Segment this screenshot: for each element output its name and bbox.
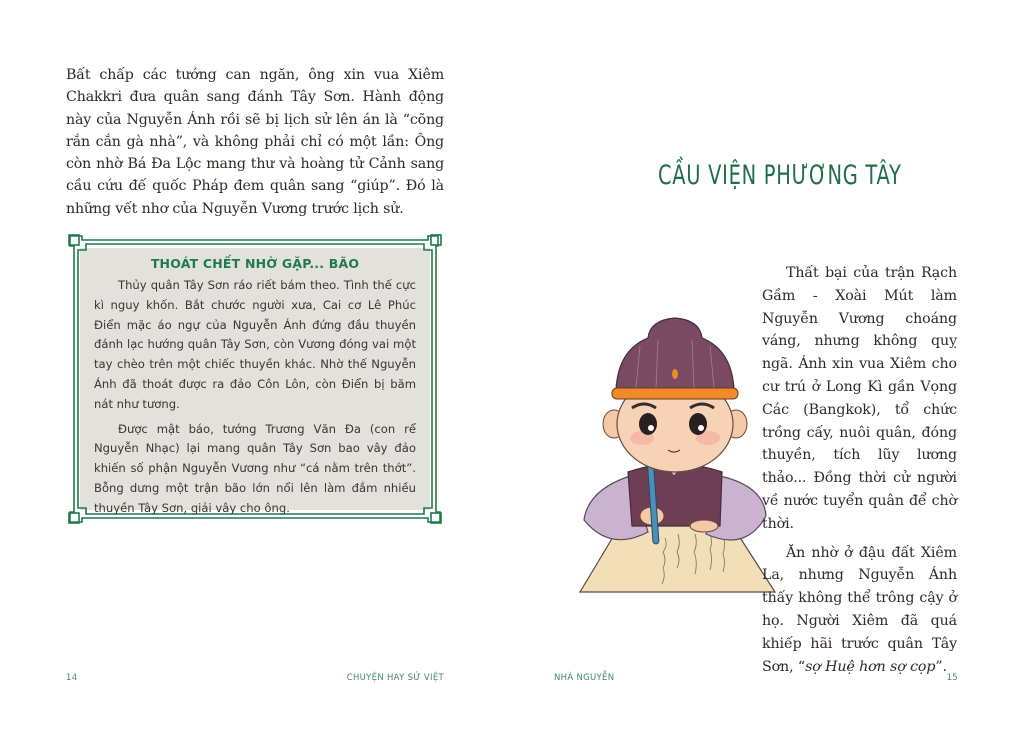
page-number-left: 14 [66,673,78,683]
chapter-paragraph: Thất bại của trận Rạch Gầm - Xoài Mút làm Nguyễn Vương choáng váng, nhưng không quỵ ngã. Ánh xin vua Xiêm cho cư trú ở Long Kì gần Vọng Các (Bangkok), tổ chức trồng cấy, nuôi quân, đóng thuyền, tích lũy lương thảo... Đồng thời cử người về nước tuyển quân để chờ thời. [762,265,957,532]
sidebar-paragraph: Được mật báo, tướng Trương Văn Đa (con rể Nguyễn Nhạc) lại mang quân Tây Sơn bao vây đảo khiến số phận Nguyễn Vương như “cá nằm trên thớt”. Bỗng dưng một trận bão lớn nổi lên làm đắm nhiều thuyền Tây Sơn, giải vây cho ông. [94,421,416,515]
chapter-body [762,262,957,684]
running-title-right: NHÀ NGUYỄN [554,673,615,683]
boy-scholar-writing-illustration-icon [570,290,780,600]
sidebar-box-body [94,276,416,524]
sidebar-paragraph: Thủy quân Tây Sơn ráo riết bám theo. Tình thế cực kì nguy khốn. Bắt chước người xưa, Cai cơ Lê Phúc Điển mặc áo ngự của Nguyễn Ánh đứng đầu thuyền đánh lạc hướng quân Tây Sơn, còn Vương đóng vai một tay chèo trên một chiếc thuyền khác. Nhờ thế Nguyễn Ánh đã thoát được ra đảo Côn Lôn, còn Điển bị băm nát như tương. [94,278,416,411]
sidebar-story-box [66,232,444,526]
intro-paragraph: Bất chấp các tướng can ngăn, ông xin vua Xiêm Chakkri đưa quân sang đánh Tây Sơn. Hành động này của Nguyễn Ánh rồi sẽ bị lịch sử lên án là “cõng rắn cắn gà nhà”, và không phải chỉ có một lần: Ông còn nhờ Bá Đa Lộc mang thư và hoàng tử Cảnh sang cầu cứu đế quốc Pháp đem quân sang “giúp”. Đó là những vết nhơ của Nguyễn Vương trước lịch sử. [66,67,444,217]
sidebar-box-title: THOÁT CHẾT NHỜ GẶP... BÃO [150,256,360,271]
quote-italic: sợ Huệ hơn sợ cọp [805,658,936,675]
paragraph-text: Ăn nhờ ở đậu đất Xiêm La, nhưng Nguyễn Ánh thấy không thể trông cậy ở họ. Người Xiêm đã quá khiếp hãi trước quân Tây Sơn, “ [762,544,957,675]
chapter-paragraph [762,542,957,679]
chapter-title: CẦU VIỆN PHƯƠNG TÂY [658,160,902,191]
right-page [512,0,1024,730]
page-number-right: 15 [946,673,958,683]
running-title-left: CHUYỆN HAY SỬ VIỆT [346,673,444,683]
paragraph-text: ”. [935,658,947,675]
